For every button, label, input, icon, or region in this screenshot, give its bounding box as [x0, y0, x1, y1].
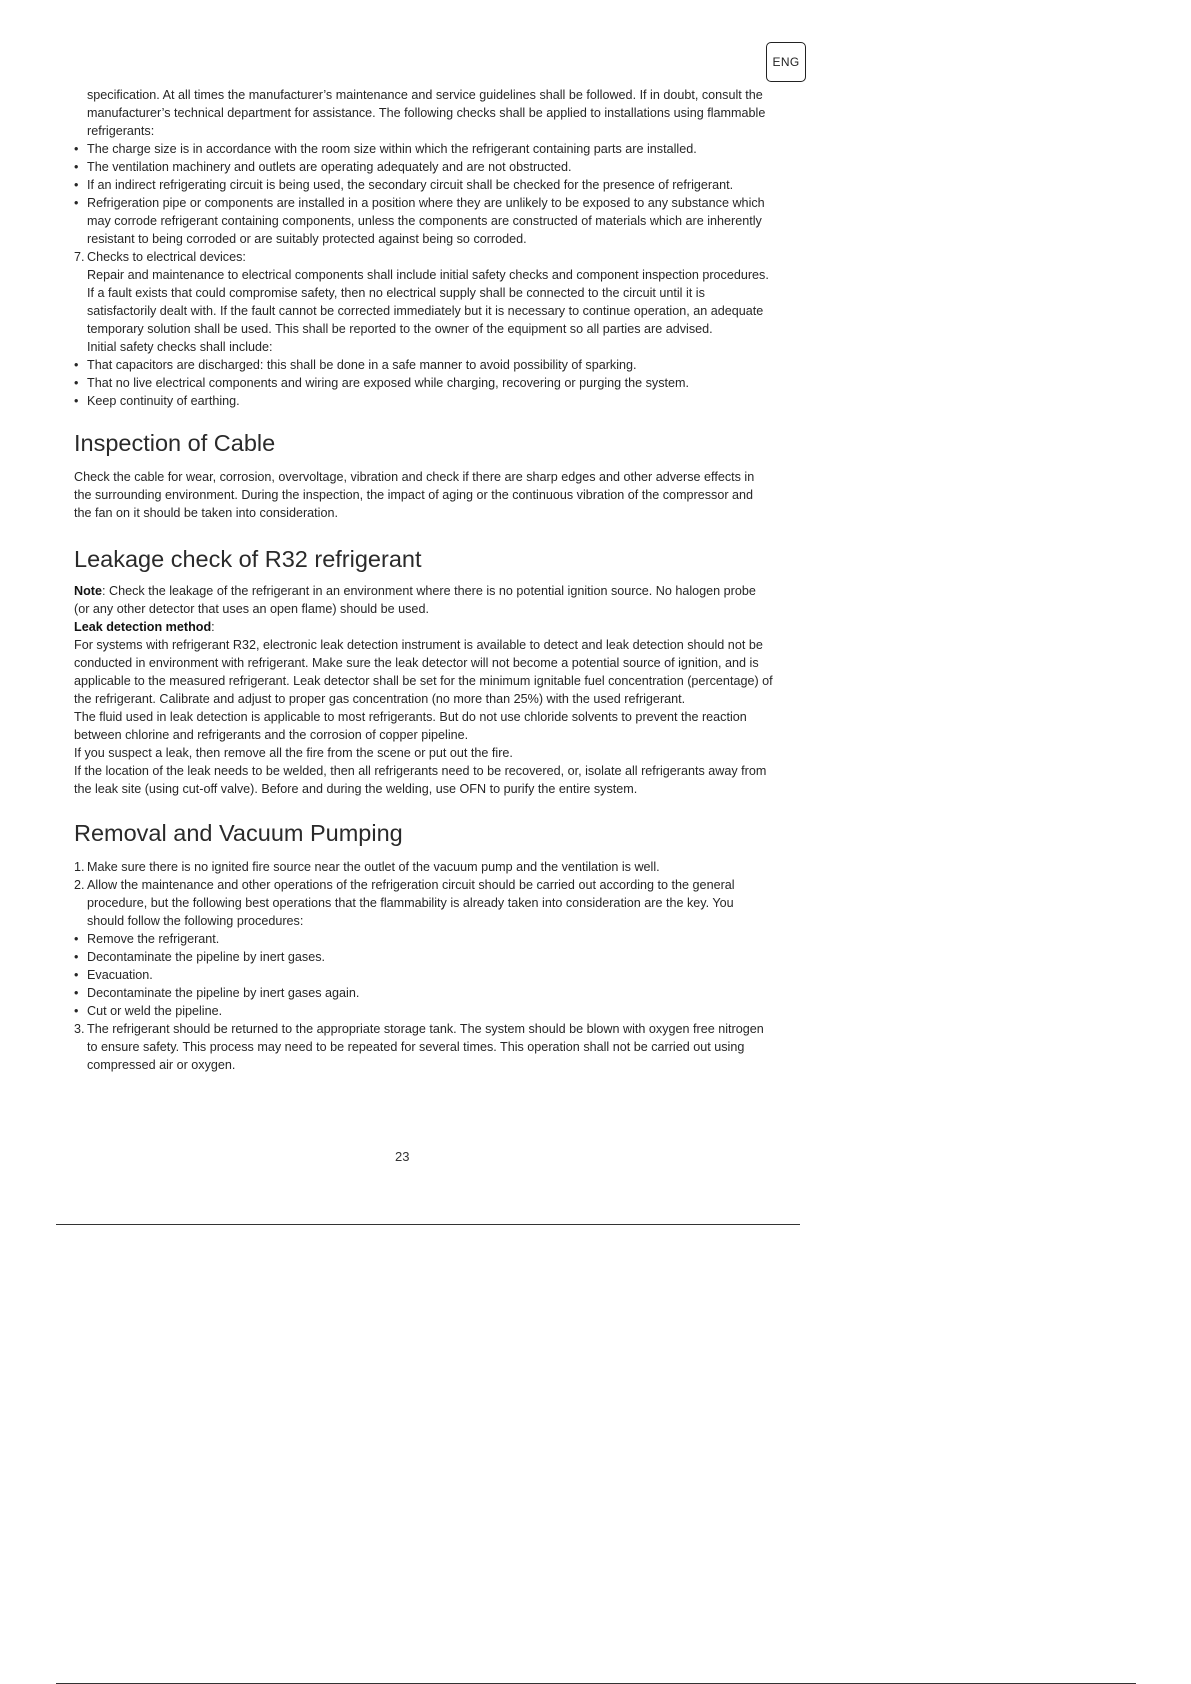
electrical-bullet-list	[74, 356, 774, 410]
list-item: • If an indirect refrigerating circuit is being used, the secondary circuit shall be checked for the presence of refrigerant.	[74, 178, 734, 192]
removal-step-2: 2. Allow the maintenance and other operations of the refrigeration circuit should be carried out according to the general procedure, but the following best operations that the flammability is already taken into consideration are the key. You should follow the following procedures:	[74, 878, 735, 928]
list-item: • That no live electrical components and wiring are exposed while charging, recovering or purging the system.	[74, 376, 690, 390]
initial-checks-label: Initial safety checks shall include:	[87, 340, 273, 354]
removal-bullet-list	[74, 930, 774, 1020]
list-item: • Cut or weld the pipeline.	[74, 1004, 223, 1018]
list-item: • The ventilation machinery and outlets are operating adequately and are not obstructed.	[74, 160, 572, 174]
list-item: • Decontaminate the pipeline by inert gases.	[74, 950, 326, 964]
leak-method-label: Leak detection method:	[74, 620, 215, 634]
leakage-paragraph: If the location of the leak needs to be welded, then all refrigerants need to be recovered, or, isolate all refrigerants away from the leak site (using cut-off valve). Before and during the welding, use OFN to purify the entire system.	[74, 764, 767, 796]
inspection-body: Check the cable for wear, corrosion, overvoltage, vibration and check if there are sharp edges and other adverse effects in the surrounding environment. During the inspection, the impact of aging or the continuous vibration of the compressor and the fan on it should be taken into consideration.	[74, 470, 755, 520]
language-badge: ENG	[766, 42, 806, 82]
electrical-checks-body: Repair and maintenance to electrical components shall include initial safety checks and component inspection procedures. If a fault exists that could compromise safety, then no electrical supply shall be connected to the circuit until it is satisfactorily dealt with. If the fault cannot be corrected immediately but it is necessary to continue operation, an adequate temporary solution shall be used. This shall be reported to the owner of the equipment so all parties are advised.	[87, 268, 769, 336]
note-label: Note	[74, 584, 102, 598]
removal-step-1: 1. Make sure there is no ignited fire source near the outlet of the vacuum pump and the ventilation is well.	[74, 860, 660, 874]
list-item: • Remove the refrigerant.	[74, 932, 220, 946]
section-heading-leakage: Leakage check of R32 refrigerant	[74, 546, 422, 572]
list-item: • That capacitors are discharged: this shall be done in a safe manner to avoid possibility of sparking.	[74, 358, 637, 372]
list-item: • Decontaminate the pipeline by inert gases again.	[74, 986, 360, 1000]
leakage-paragraph: For systems with refrigerant R32, electronic leak detection instrument is available to detect and leak detection should not be conducted in environment with refrigerant. Make sure the leak detector will not become a potential source of ignition, and is applicable to the measured refrigerant. Leak detector shall be set for the minimum ignitable fuel concentration (percentage) of the refrigerant. Calibrate and adjust to proper gas concentration (no more than 25%) with the used refrigerant.	[74, 638, 773, 706]
list-item: • Refrigeration pipe or components are installed in a position where they are unlikely to be exposed to any substance which may corrode refrigerant containing components, unless the components are constructed of materials which are inherently resistant to being corroded or are suitably protected against being so corroded.	[74, 196, 765, 246]
leakage-note: Note: Check the leakage of the refrigerant in an environment where there is no potential ignition source. No halogen probe (or any other detector that uses an open flame) should be used.	[74, 584, 756, 616]
page-number: 23	[395, 1149, 410, 1164]
page-content	[74, 86, 774, 1074]
section-heading-inspection: Inspection of Cable	[74, 430, 276, 456]
list-item: • The charge size is in accordance with the room size within which the refrigerant containing parts are installed.	[74, 142, 697, 156]
leakage-paragraph: If you suspect a leak, then remove all the fire from the scene or put out the fire.	[74, 746, 513, 760]
removal-step-3: 3. The refrigerant should be returned to the appropriate storage tank. The system should be blown with oxygen free nitrogen to ensure safety. This process may need to be repeated for several times. This operation shall not be carried out using compressed air or oxygen.	[74, 1022, 764, 1072]
checks-bullet-list	[74, 140, 774, 248]
section-heading-removal: Removal and Vacuum Pumping	[74, 820, 403, 846]
list-item: • Evacuation.	[74, 968, 153, 982]
intro-paragraph: specification. At all times the manufacturer’s maintenance and service guidelines shall be followed. If in doubt, consult the manufacturer’s technical department for assistance. The following checks shall be applied to installations using flammable refrigerants:	[87, 88, 766, 138]
list-item: • Keep continuity of earthing.	[74, 394, 240, 408]
leakage-paragraph: The fluid used in leak detection is applicable to most refrigerants. But do not use chloride solvents to prevent the reaction between chlorine and refrigerants and the corrosion of copper pipeline.	[74, 710, 747, 742]
page-divider	[56, 1224, 800, 1225]
electrical-checks-heading: 7. Checks to electrical devices:	[74, 250, 246, 264]
